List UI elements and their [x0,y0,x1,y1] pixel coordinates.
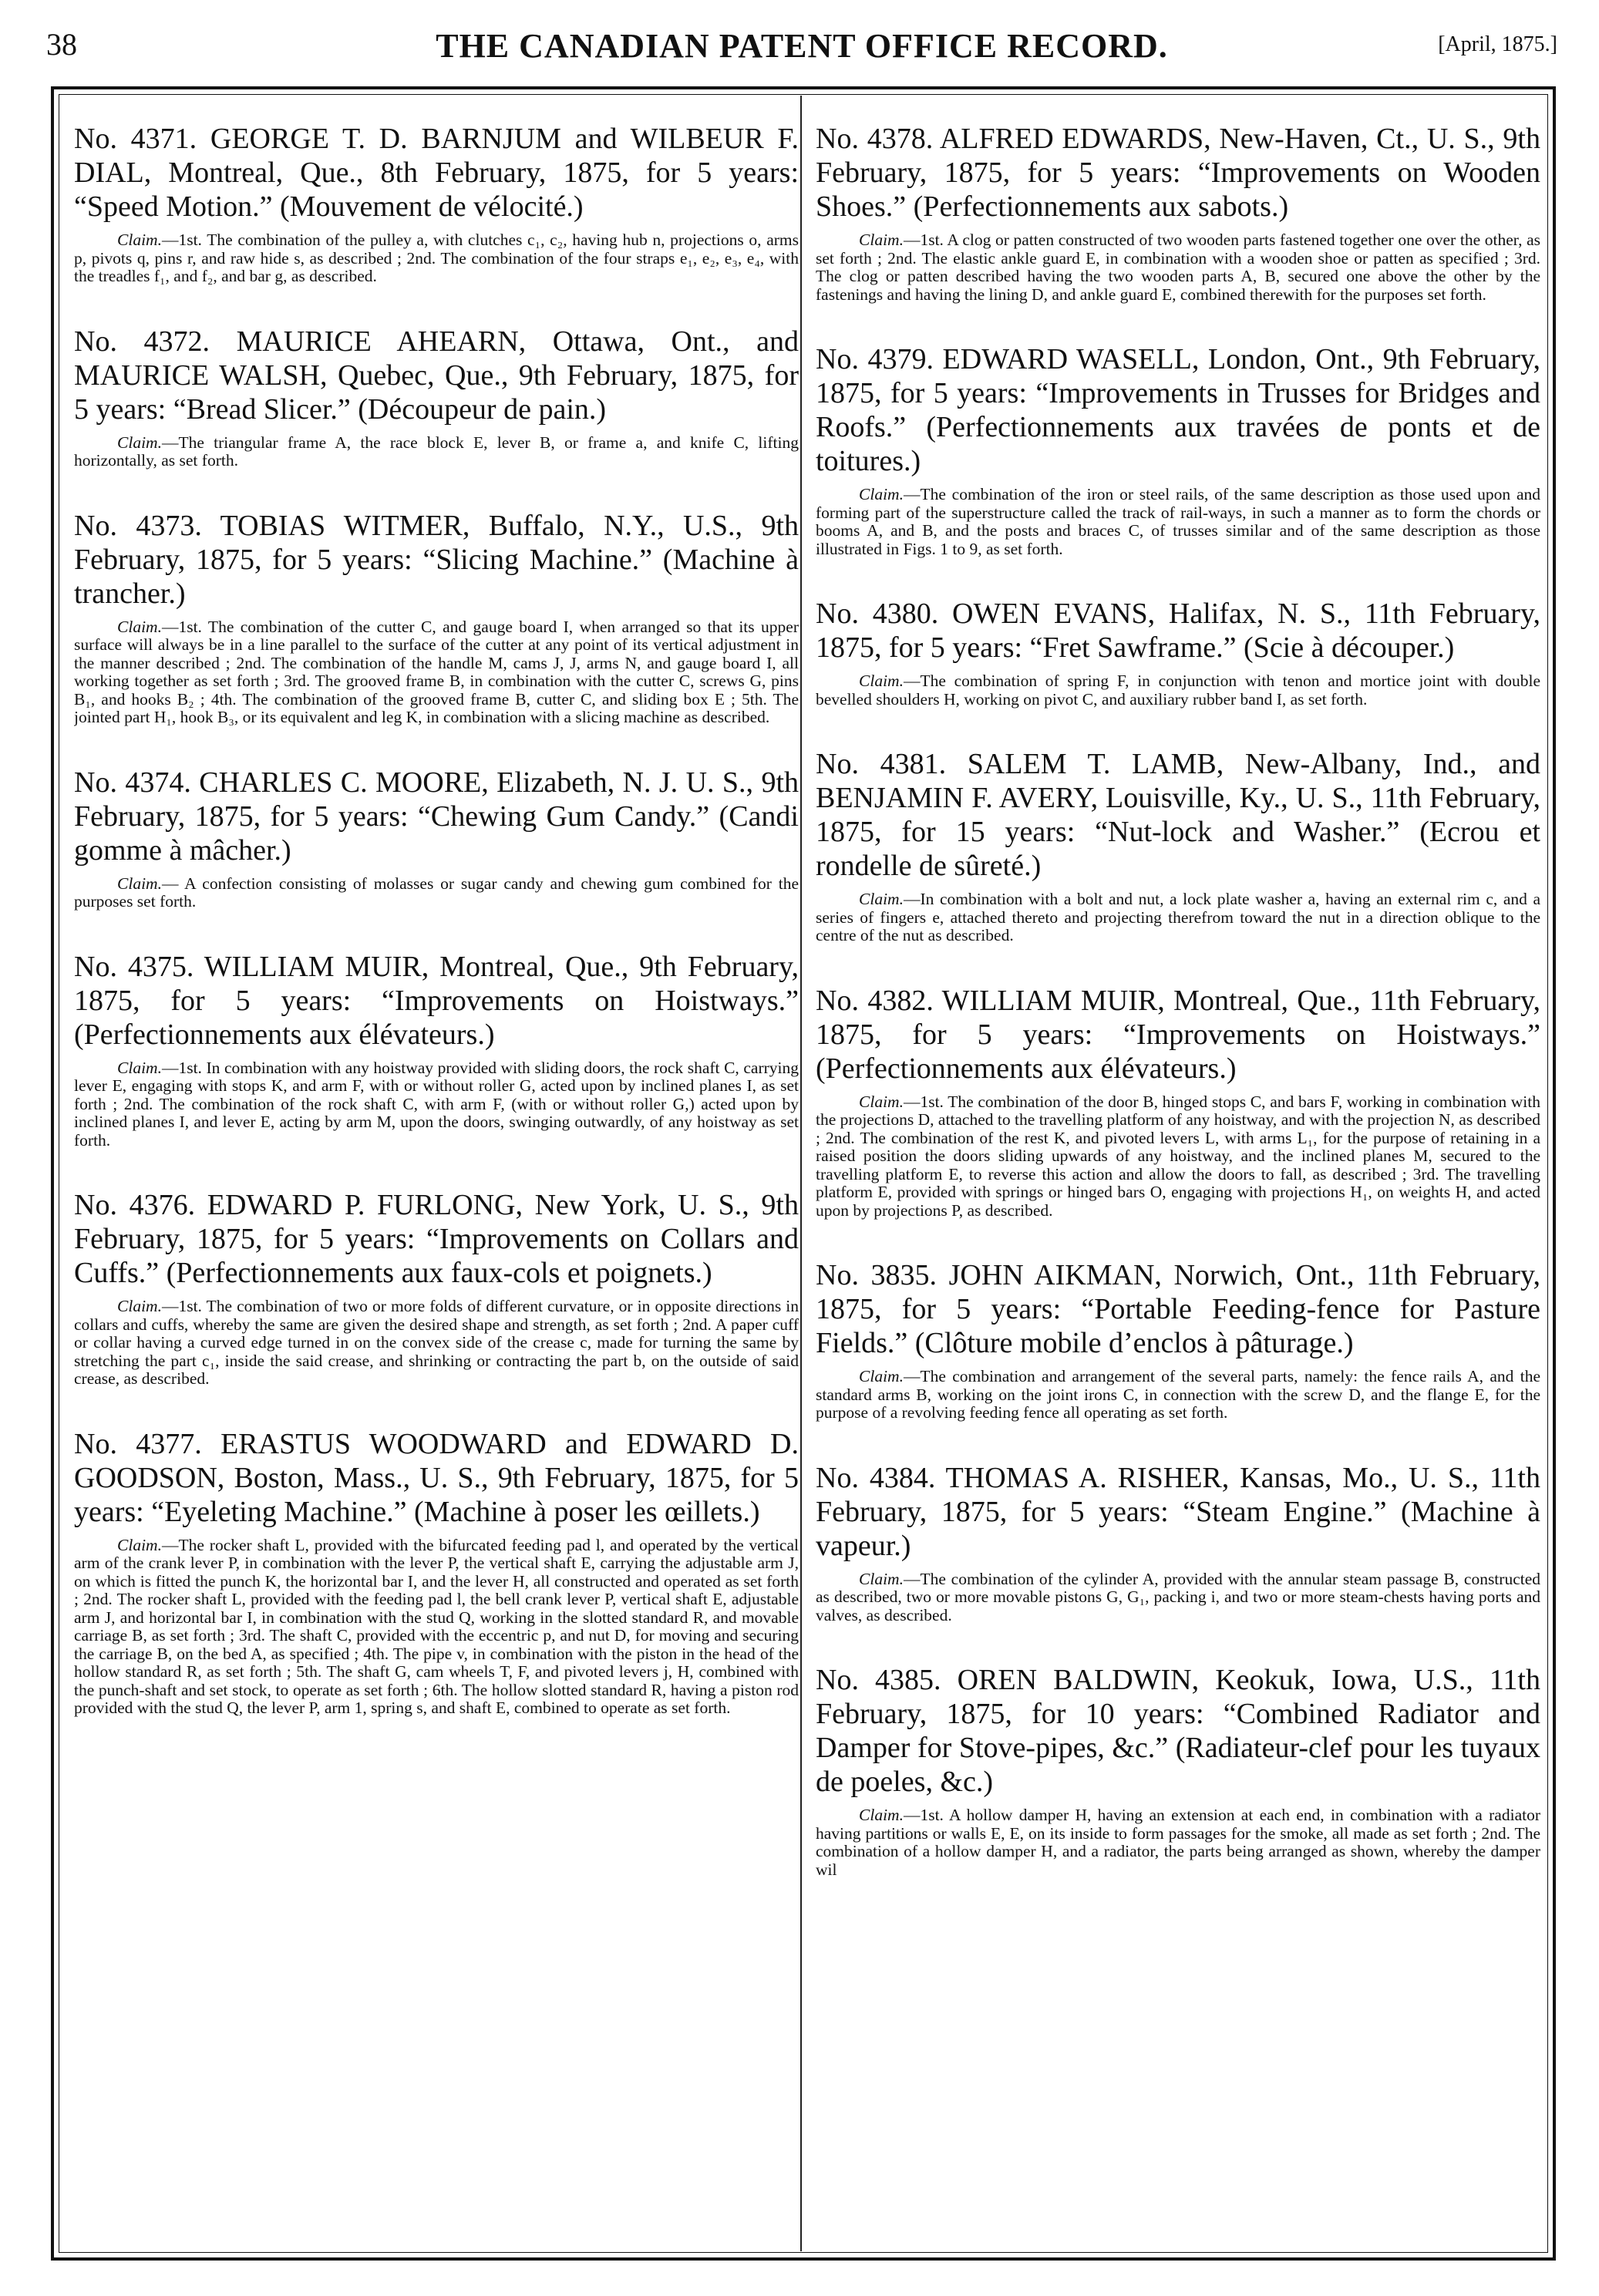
claim-text: —The rocker shaft L, provided with the bifurcated feeding pad l, and operated by the vertical arm of the crank lever P, in combination with the lever P, the vertical shaft E, carrying the adjustable arm J, on which is fitted the punch K, the horizontal bar I, and the lever H, all constructed and operated as set forth ; 2nd. The rocker shaft L, provided with the feeding pad l, the bell crank lever P, vertical shaft E, adjustable arm J, and horizontal bar I, in combination with the stud Q, working in the slotted standard R, and movable carriage B, as set forth ; 3rd. The shaft C, provided with the eccentric p, and nut D, for moving and securing the carriage B, on the bed A, as specified ; 4th. The pipe v, in combination with the piston in the head of the hollow standard R, as set forth ; 5th. The shaft G, cam wheels T, F, and pivoted levers j, H, combined with the punch-shaft and set stock, to operate as set forth ; 6th. The hollow slotted standard R, having a piston rod provided with the stud Q, the lever P, arm 1, spring s, and shaft E, combined to operate as set forth. [74,1535,799,1717]
patent-entry [74,766,799,911]
patent-claim [816,672,1540,709]
claim-label: Claim. [859,672,904,690]
patent-heading: No. 4372. MAURICE AHEARN, Ottawa, Ont., and MAURICE WALSH, Quebec, Que., 9th February, 1875, for 5 years: “Bread Slicer.” (Découpeur de pain.) [74,325,799,426]
right-column [816,122,1540,2250]
patent-claim [74,1298,799,1389]
patent-claim [816,890,1540,945]
claim-label: Claim. [117,231,162,249]
claim-text: —The combination of spring F, in conjunction with tenon and mortice joint with double bevelled shoulders H, working on pivot C, and auxiliary rubber band I, as set forth. [816,672,1540,709]
claim-label: Claim. [117,1535,162,1554]
claim-text: —The combination of the cylinder A, provided with the annular steam passage B, constructed as described, two or more movable pistons G, G₁, packing i, and two or more steam-chests having ports and valves, as described. [816,1569,1540,1624]
column-rule [800,96,802,2251]
claim-label: Claim. [859,1569,904,1588]
claim-text: —The combination of the iron or steel rails, of the same description as those used upon and forming part of the superstructure called the track of rail-ways, in such a manner as to form the chords or booms A, and B, and the posts and braces C, of trusses similar and of the same description as those illustrated in Figs. 1 to 9, as set forth. [816,485,1540,558]
claim-text: —1st. The combination of two or more folds of different curvature, or in opposite directions in collars and cuffs, whereby the same are given the desired shape and strength, as set forth ; 2nd. A paper cuff or collar having a curved edge turned in on the convex side of the crease c, made for turning the same by stretching the part c₁, inside the said crease, and shrinking or contracting the part b, on the outside of said crease, as described. [74,1297,799,1388]
claim-label: Claim. [859,1367,904,1385]
patent-heading: No. 4377. ERASTUS WOODWARD and EDWARD D. GOODSON, Boston, Mass., U. S., 9th February, 1875, for 5 years: “Eyeleting Machine.” (Machine à poser les œillets.) [74,1427,799,1528]
patent-claim [74,434,799,470]
patent-claim [74,231,799,286]
patent-entry [816,1461,1540,1625]
claim-label: Claim. [117,1058,162,1077]
patent-entry [816,597,1540,709]
claim-text: —1st. In combination with any hoistway provided with sliding doors, the rock shaft C, carrying lever E, engaging with stops K, and arm F, with or without roller G, acted upon by inclined planes I, as set forth ; 2nd. The combination of the rock shaft C, with arm F, (with or without roller G,) acted upon by inclined planes I, and lever E, acting by arm M, upon the doors, swinging outwardly, of any hoistway as set forth. [74,1058,799,1150]
patent-heading: No. 4381. SALEM T. LAMB, New-Albany, Ind., and BENJAMIN F. AVERY, Louisville, Ky., U. S., 11th February, 1875, for 15 years: “Nut-lock and Washer.” (Ecrou et rondelle de sûreté.) [816,748,1540,882]
claim-text: —1st. The combination of the cutter C, and gauge board I, when arranged so that its upper surface will always be in a line parallel to the surface of the cutter at any point of its vertical adjustment in the manner described ; 2nd. The combination of the handle M, cams J, J, arms N, and gauge board I, all working together as set forth ; 3rd. The grooved frame B, in combination with the cutter C, screws G, pins B₁, and hooks B₂ ; 4th. The combination of the grooved frame B, cutter C, and sliding box E ; 5th. The jointed part H₁, hook B₃, or its equivalent and leg K, in combination with a slicing machine as described. [74,617,799,726]
patent-entry [816,1663,1540,1879]
patent-heading: No. 4378. ALFRED EDWARDS, New-Haven, Ct., U. S., 9th February, 1875, for 5 years: “Improvements on Wooden Shoes.” (Perfectionnements aux sabots.) [816,123,1540,223]
claim-label: Claim. [117,617,162,636]
claim-text: —1st. A clog or patten constructed of two wooden parts fastened together one over the other, as set forth ; 2nd. The elastic ankle guard E, in combination with a wooden shoe or patten as specified ; 3rd. The clog or patten described having the two wooden parts A, B, secured one above the other by the fastenings and having the lining D, and ankle guard E, combined therewith for the purposes set forth. [816,231,1540,304]
patent-heading: No. 4373. TOBIAS WITMER, Buffalo, N.Y., U.S., 9th February, 1875, for 5 years: “Slicing Machine.” (Machine à trancher.) [74,509,799,610]
patent-heading: No. 4374. CHARLES C. MOORE, Elizabeth, N. J. U. S., 9th February, 1875, for 5 years: “Chewing Gum Candy.” (Candi gomme à mâcher.) [74,766,799,867]
claim-text: —1st. A hollow damper H, having an extension at each end, in combination with a radiator having partitions or walls E, E, on its inside to form passages for the smoke, all made as set forth ; 2nd. The combination of a hollow damper H, and a radiator, the parts being arranged as shown, whereby the damper wil [816,1806,1540,1879]
patent-entry [74,950,799,1150]
patent-claim [816,1368,1540,1422]
patent-entry [816,984,1540,1220]
claim-text: — A confection consisting of molasses or sugar candy and chewing gum combined for the purposes set forth. [74,874,799,911]
claim-label: Claim. [117,1297,162,1315]
patent-claim [74,1537,799,1718]
claim-label: Claim. [859,1806,904,1824]
patent-entry [816,122,1540,304]
claim-label: Claim. [117,874,162,893]
patent-entry [816,1258,1540,1422]
patent-heading: No. 4385. OREN BALDWIN, Keokuk, Iowa, U.S., 11th February, 1875, for 10 years: “Combined Radiator and Damper for Stove-pipes, &c.” (Radiateur-clef pour les tuyaux de poeles, &c.) [816,1664,1540,1798]
patent-entry [74,325,799,470]
issue-date: [April, 1875.] [1438,32,1557,56]
claim-text: —1st. The combination of the pulley a, with clutches c₁, c₂, having hub n, projections o, arms p, pivots q, pins r, and raw hide s, as described ; 2nd. The combination of the four straps e₁, e₂, e₃, e₄, with the treadles f₁, and f₂, and bar g, as described. [74,231,799,285]
patent-claim [816,231,1540,304]
page-header [46,26,1557,72]
patent-entry [816,747,1540,945]
left-column [74,122,799,2250]
patent-claim [74,618,799,727]
patent-entry [74,1188,799,1389]
patent-heading: No. 4375. WILLIAM MUIR, Montreal, Que., 9th February, 1875, for 5 years: “Improvements on Hoistways.” (Perfectionnements aux élévateurs.) [74,950,799,1051]
claim-label: Claim. [859,1092,904,1111]
claim-text: —In combination with a bolt and nut, a lock plate washer a, having an external rim c, and a series of fingers e, attached thereto and projecting therefrom toward the nut in a direction oblique to the centre of the nut as described. [816,890,1540,944]
claim-label: Claim. [117,433,162,452]
patent-entry [74,509,799,727]
claim-text: —1st. The combination of the door B, hinged stops C, and bars F, working in combination with the projections D, attached to the travelling platform of any hoistway, and with the projection N, as described ; 2nd. The combination of the rest K, and pivoted levers L, with arms L₁, for the purpose of retaining in a raised position the doors sliding upwards of any hoistway, and the inclined planes M, secured to the travelling platform E, to reverse this action and allow the doors to fall, as described ; 3rd. The travelling platform E, provided with springs or hinged bars O, engaging with projections H₁, on weights H, and acted upon by projections P, as described. [816,1092,1540,1220]
claim-label: Claim. [859,231,904,249]
page-number: 38 [46,27,77,62]
running-title: THE CANADIAN PATENT OFFICE RECORD. [436,27,1168,65]
patent-claim [74,1059,799,1150]
claim-label: Claim. [859,890,904,908]
patent-entry [74,1427,799,1718]
patent-heading: No. 3835. JOHN AIKMAN, Norwich, Ont., 11th February, 1875, for 5 years: “Portable Feeding-fence for Pasture Fields.” (Clôture mobile d’enclos à pâturage.) [816,1259,1540,1359]
patent-heading: No. 4380. OWEN EVANS, Halifax, N. S., 11th February, 1875, for 5 years: “Fret Sawframe.” (Scie à découper.) [816,598,1540,664]
patent-claim [74,875,799,911]
patent-heading: No. 4384. THOMAS A. RISHER, Kansas, Mo., U. S., 11th February, 1875, for 5 years: “Steam Engine.” (Machine à vapeur.) [816,1461,1540,1562]
claim-label: Claim. [859,485,904,503]
patent-claim [816,1093,1540,1220]
claim-text: —The combination and arrangement of the several parts, namely: the fence rails A, and the standard arms B, working on the joint irons C, in connection with the screw D, and the flange E, for the purpose of a revolving feeding fence all operating as set forth. [816,1367,1540,1422]
patent-claim [816,1571,1540,1625]
patent-heading: No. 4371. GEORGE T. D. BARNJUM and WILBEUR F. DIAL, Montreal, Que., 8th February, 1875, for 5 years: “Speed Motion.” (Mouvement de vélocité.) [74,123,799,223]
patent-heading: No. 4376. EDWARD P. FURLONG, New York, U. S., 9th February, 1875, for 5 years: “Improvements on Collars and Cuffs.” (Perfectionnements aux faux-cols et poignets.) [74,1189,799,1289]
patent-claim [816,1806,1540,1879]
claim-text: —The triangular frame A, the race block E, lever B, or frame a, and knife C, lifting horizontally, as set forth. [74,433,799,470]
patent-entry [74,122,799,286]
patent-claim [816,486,1540,558]
patent-heading: No. 4379. EDWARD WASELL, London, Ont., 9th February, 1875, for 5 years: “Improvements in Trusses for Bridges and Roofs.” (Perfectionnements aux travées de ponts et de toitures.) [816,343,1540,477]
patent-entry [816,342,1540,558]
patent-heading: No. 4382. WILLIAM MUIR, Montreal, Que., 11th February, 1875, for 5 years: “Improvements on Hoistways.” (Perfectionnements aux élévateurs.) [816,984,1540,1085]
